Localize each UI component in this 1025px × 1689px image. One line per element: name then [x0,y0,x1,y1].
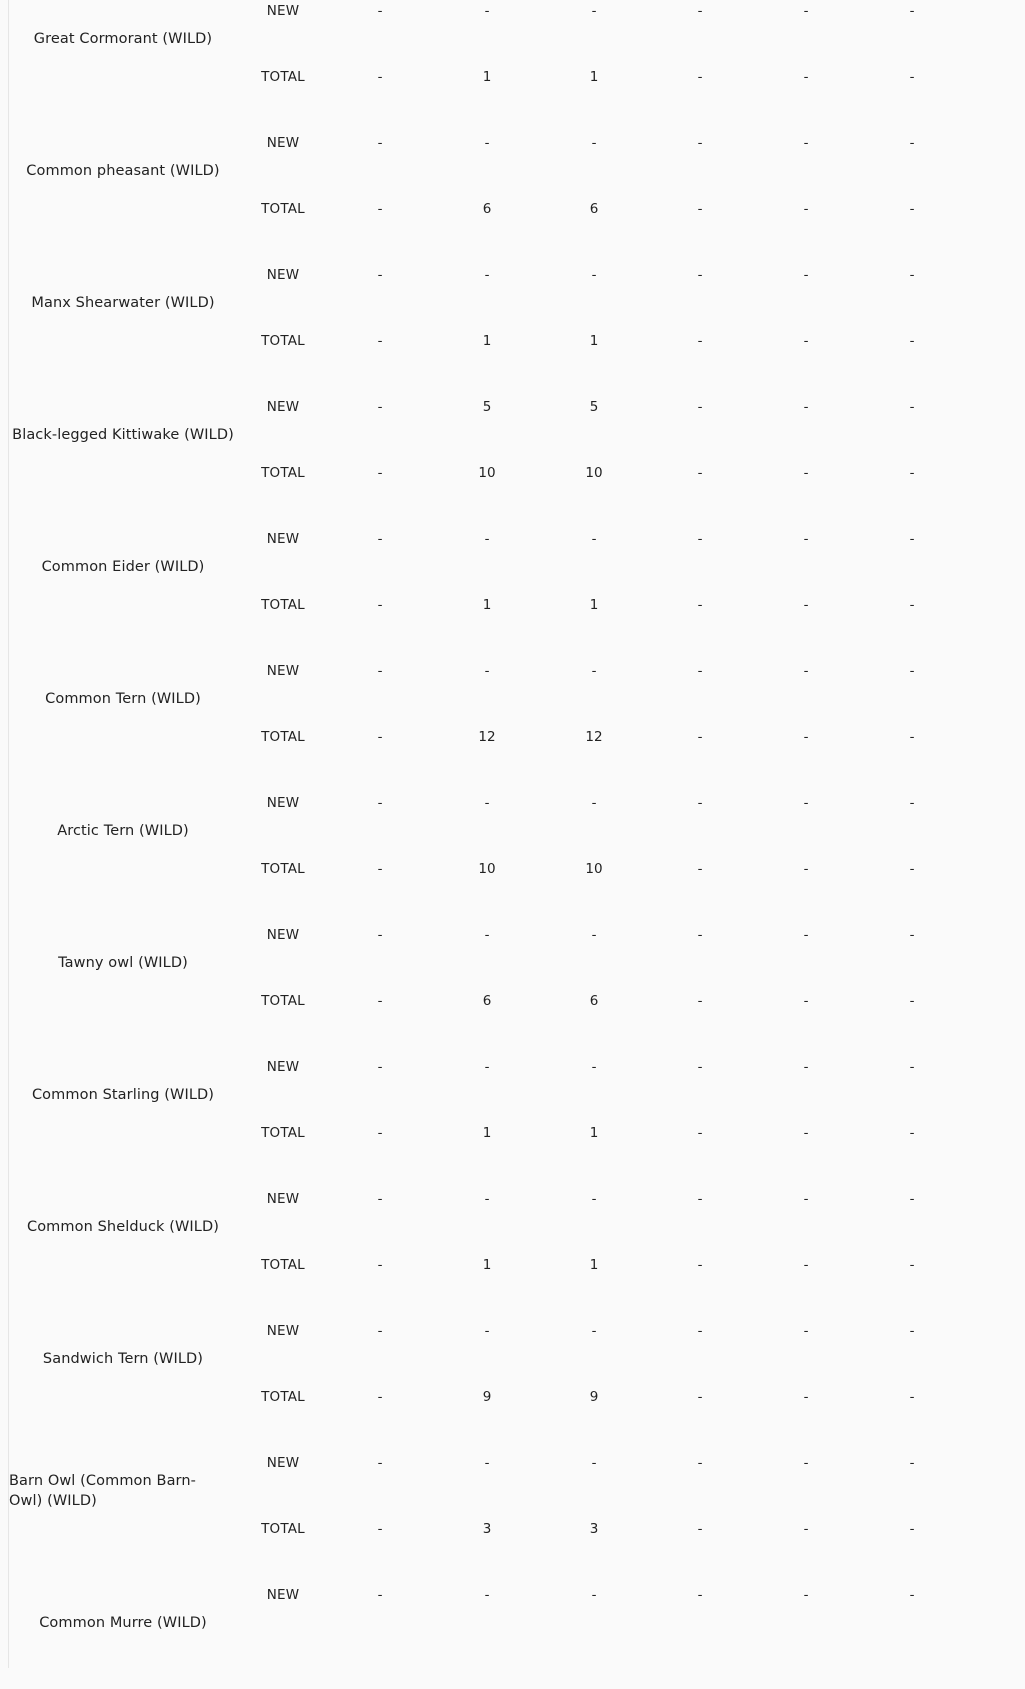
table-cell: - [909,597,915,613]
table-cell: 6 [589,993,599,1009]
table-cell: - [697,597,703,613]
table-cell: - [484,135,490,151]
species-name: Manx Shearwater (WILD) [31,295,215,311]
table-cell: - [377,927,383,943]
table-cell: - [484,795,490,811]
table-cell: - [803,1389,809,1405]
table-cell: - [803,1323,809,1339]
table-cell: - [803,1455,809,1471]
row-label-total: TOTAL [261,201,305,217]
table-cell: - [377,1323,383,1339]
table-row-total [9,1123,1025,1143]
table-cell: - [697,135,703,151]
table-cell: - [591,1323,597,1339]
table-cell: - [377,333,383,349]
table-row-new [9,1189,1025,1209]
table-cell: - [697,927,703,943]
table-cell: - [484,1059,490,1075]
table-cell: - [697,663,703,679]
species-name: Sandwich Tern (WILD) [42,1351,204,1367]
species-row-group [9,105,1025,237]
table-cell: - [803,1587,809,1603]
species-row-group [9,897,1025,1029]
table-cell: - [909,729,915,745]
species-row-group [9,1425,1025,1557]
table-cell: - [591,927,597,943]
table-cell: - [909,663,915,679]
table-cell: - [909,927,915,943]
species-row-group [9,1029,1025,1161]
table-cell: - [803,795,809,811]
table-cell: 1 [589,597,599,613]
table-cell: - [909,1389,915,1405]
table-cell: - [591,1455,597,1471]
table-cell: 1 [482,1125,492,1141]
species-name: Common Eider (WILD) [41,559,205,575]
table-cell: - [803,333,809,349]
table-row-new [9,1453,1025,1473]
table-cell: - [803,201,809,217]
row-label-new: NEW [266,1587,300,1603]
row-label-total: TOTAL [261,1521,305,1537]
row-label-new: NEW [266,3,300,19]
table-cell: - [377,597,383,613]
row-label-total: TOTAL [261,333,305,349]
table-row-total [9,199,1025,219]
table-cell: - [377,1059,383,1075]
table-cell: - [909,993,915,1009]
table-cell: - [484,1191,490,1207]
table-cell: - [909,531,915,547]
row-label-total: TOTAL [261,1389,305,1405]
table-cell: - [377,1257,383,1273]
table-cell: - [909,69,915,85]
table-cell: 10 [585,465,603,481]
table-row-new [9,793,1025,813]
row-label-total: TOTAL [261,729,305,745]
table-cell: - [803,1059,809,1075]
species-row-group [9,1161,1025,1293]
table-cell: - [909,1059,915,1075]
species-name: Tawny owl (WILD) [58,955,188,971]
table-cell: - [591,267,597,283]
table-cell: - [697,465,703,481]
table-cell: - [909,201,915,217]
table-cell: - [377,729,383,745]
table-cell: - [697,861,703,877]
table-row-total [9,1255,1025,1275]
table-cell: - [697,993,703,1009]
table-row-new [9,1321,1025,1341]
table-cell: - [484,531,490,547]
table-cell: - [377,1191,383,1207]
table-cell: - [697,1389,703,1405]
table-cell: - [803,1125,809,1141]
table-cell: - [484,3,490,19]
table-row-total [9,331,1025,351]
table-cell: - [697,795,703,811]
species-row-group [9,501,1025,633]
table-cell: - [377,399,383,415]
species-name: Common Murre (WILD) [39,1615,207,1631]
table-cell: - [803,993,809,1009]
table-cell: - [484,663,490,679]
table-cell: - [591,663,597,679]
table-cell: - [377,69,383,85]
table-cell: 3 [589,1521,599,1537]
species-name: Black-legged Kittiwake (WILD) [12,427,234,443]
table-cell: - [484,1587,490,1603]
row-label-new: NEW [266,531,300,547]
table-cell: - [909,1521,915,1537]
table-cell: - [591,795,597,811]
table-cell: - [377,201,383,217]
table-row-new [9,265,1025,285]
table-cell: - [803,1521,809,1537]
row-label-new: NEW [266,927,300,943]
species-name: Arctic Tern (WILD) [57,823,189,839]
table-cell: - [377,135,383,151]
table-cell: 10 [585,861,603,877]
table-cell: - [803,267,809,283]
row-label-total: TOTAL [261,1125,305,1141]
table-cell: - [697,201,703,217]
table-row-total [9,67,1025,87]
table-cell: - [803,3,809,19]
table-cell: 1 [482,1257,492,1273]
table-cell: - [803,729,809,745]
table-cell: 3 [482,1521,492,1537]
table-cell: 1 [589,69,599,85]
table-cell: 10 [478,465,496,481]
table-cell: - [803,69,809,85]
table-cell: - [697,1059,703,1075]
table-cell: - [697,1191,703,1207]
table-cell: - [697,1455,703,1471]
table-cell: 6 [482,993,492,1009]
table-row-new [9,1,1025,21]
table-cell: - [484,1323,490,1339]
table-cell: - [909,1125,915,1141]
table-row-total [9,1519,1025,1539]
table-cell: - [803,663,809,679]
table-cell: 10 [478,861,496,877]
table-row-total [9,727,1025,747]
table-cell: - [377,663,383,679]
table-cell: - [697,267,703,283]
table-cell: - [697,1587,703,1603]
table-cell: - [377,993,383,1009]
table-cell: - [803,597,809,613]
table-cell: - [909,267,915,283]
row-label-total: TOTAL [261,597,305,613]
table-cell: - [591,135,597,151]
table-cell: - [697,69,703,85]
table-cell: 1 [589,1125,599,1141]
species-row-group [9,1557,1025,1689]
row-label-new: NEW [266,399,300,415]
table-cell: 6 [482,201,492,217]
table-cell: - [377,1521,383,1537]
table-cell: - [909,3,915,19]
species-row-group [9,237,1025,369]
table-cell: - [591,531,597,547]
table-cell: - [484,1455,490,1471]
table-row-new [9,661,1025,681]
table-cell: - [697,1521,703,1537]
row-label-new: NEW [266,663,300,679]
row-label-total: TOTAL [261,69,305,85]
table-cell: 6 [589,201,599,217]
table-row-total [9,1387,1025,1407]
table-cell: - [377,531,383,547]
table-cell: 5 [482,399,492,415]
species-name: Common Starling (WILD) [31,1087,215,1103]
table-cell: - [484,267,490,283]
table-cell: - [377,465,383,481]
table-cell: 9 [589,1389,599,1405]
table-cell: - [697,333,703,349]
table-cell: - [909,795,915,811]
row-label-total: TOTAL [261,465,305,481]
table-row-new [9,1585,1025,1605]
table-row-total [9,991,1025,1011]
table-cell: - [803,1257,809,1273]
table-cell: - [909,399,915,415]
species-name: Common Tern (WILD) [45,691,201,707]
table-cell: - [909,465,915,481]
species-name: Common Shelduck (WILD) [26,1219,219,1235]
table-row-new [9,133,1025,153]
row-label-new: NEW [266,1455,300,1471]
row-label-new: NEW [266,795,300,811]
table-cell: - [591,1059,597,1075]
table-cell: 12 [585,729,603,745]
table-cell: - [697,399,703,415]
row-label-total: TOTAL [261,1257,305,1273]
species-row-group [9,1293,1025,1425]
table-cell: - [591,1191,597,1207]
species-row-group [9,765,1025,897]
table-row-new [9,925,1025,945]
table-cell: - [803,465,809,481]
table-cell: - [803,1191,809,1207]
table-cell: - [909,135,915,151]
species-name: Barn Owl (Common Barn-Owl) (WILD) [9,1473,196,1509]
species-name: Great Cormorant (WILD) [33,31,213,47]
table-cell: - [909,1191,915,1207]
species-row-group [9,633,1025,765]
table-cell: - [803,399,809,415]
row-label-total: TOTAL [261,993,305,1009]
table-cell: - [377,1587,383,1603]
table-cell: - [377,267,383,283]
species-name: Common pheasant (WILD) [26,163,220,179]
table-cell: - [697,729,703,745]
table-cell: - [909,1257,915,1273]
table-cell: - [697,1125,703,1141]
table-cell: - [484,927,490,943]
table-cell: 1 [482,597,492,613]
table-cell: - [697,1257,703,1273]
row-label-new: NEW [266,1191,300,1207]
table-cell: 9 [482,1389,492,1405]
table-cell: - [591,3,597,19]
row-label-new: NEW [266,1323,300,1339]
table-cell: 5 [589,399,599,415]
table-cell: - [377,3,383,19]
table-cell: - [591,1587,597,1603]
table-cell: - [697,531,703,547]
row-label-total: TOTAL [261,861,305,877]
row-label-new: NEW [266,267,300,283]
table-cell: - [803,861,809,877]
table-cell: - [697,3,703,19]
table-cell: - [377,861,383,877]
table-cell: - [377,1389,383,1405]
table-cell: 1 [482,69,492,85]
table-row-new [9,529,1025,549]
table-cell: - [909,1587,915,1603]
table-cell: 1 [482,333,492,349]
table-row-new [9,397,1025,417]
table-cell: - [377,1455,383,1471]
table-cell: - [909,1455,915,1471]
table-cell: - [377,795,383,811]
table-row-total [9,595,1025,615]
table-cell: - [377,1125,383,1141]
table-cell: - [803,927,809,943]
table-cell: - [803,531,809,547]
table-cell: - [697,1323,703,1339]
table-cell: 1 [589,333,599,349]
species-row-group [9,0,1025,105]
table-cell: - [909,861,915,877]
table-row-new [9,1057,1025,1077]
species-row-group [9,369,1025,501]
table-cell: - [909,1323,915,1339]
table-cell: - [803,135,809,151]
table-cell: - [909,333,915,349]
row-label-new: NEW [266,1059,300,1075]
table-row-total [9,859,1025,879]
table-row-total [9,463,1025,483]
row-label-new: NEW [266,135,300,151]
table-cell: 12 [478,729,496,745]
table-cell: 1 [589,1257,599,1273]
